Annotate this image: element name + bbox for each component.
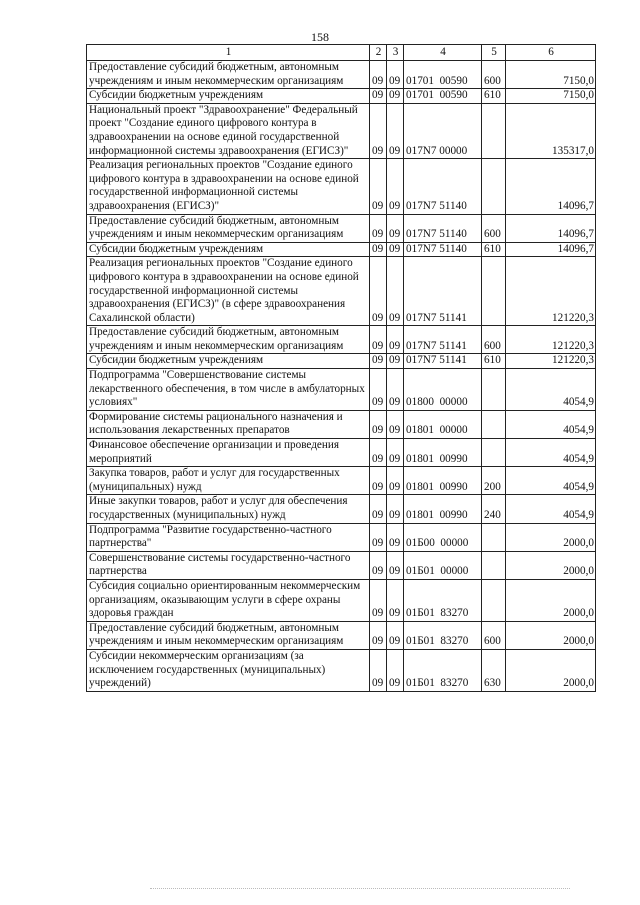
cell-expense-type: 240 xyxy=(482,495,506,523)
table-row xyxy=(87,242,596,257)
cell-subsection: 09 xyxy=(387,467,404,495)
cell-target-article: 017N7 51141 xyxy=(404,354,482,369)
cell-section: 09 xyxy=(370,103,387,158)
cell-section: 09 xyxy=(370,326,387,354)
cell-sum: 2000,0 xyxy=(506,579,596,621)
table-row xyxy=(87,579,596,621)
cell-expense-type: 610 xyxy=(482,242,506,257)
table-row xyxy=(87,495,596,523)
scan-noise-marks xyxy=(150,884,570,889)
cell-section: 09 xyxy=(370,242,387,257)
cell-sum: 7150,0 xyxy=(506,89,596,104)
table-row xyxy=(87,326,596,354)
column-header-subsection: 3 xyxy=(387,45,404,61)
cell-subsection: 09 xyxy=(387,103,404,158)
cell-section: 09 xyxy=(370,621,387,649)
cell-target-article: 01701 00590 xyxy=(404,89,482,104)
cell-section: 09 xyxy=(370,89,387,104)
table-row xyxy=(87,551,596,579)
cell-sum: 121220,3 xyxy=(506,326,596,354)
cell-name: Финансовое обеспечение организации и проведения мероприятий xyxy=(87,439,370,467)
cell-target-article: 01801 00000 xyxy=(404,410,482,438)
cell-section: 09 xyxy=(370,579,387,621)
cell-sum: 2000,0 xyxy=(506,649,596,691)
cell-name: Реализация региональных проектов "Создание единого цифрового контура в здравоохранении на основе единой государственной информационной системы здравоохранения (ЕГИСЗ)" (в сфере здравоохранения Сахалинской области) xyxy=(87,257,370,326)
cell-sum: 2000,0 xyxy=(506,621,596,649)
cell-sum: 4054,9 xyxy=(506,495,596,523)
table-row xyxy=(87,649,596,691)
cell-section: 09 xyxy=(370,369,387,411)
cell-target-article: 017N7 51141 xyxy=(404,326,482,354)
cell-sum: 14096,7 xyxy=(506,214,596,242)
cell-expense-type: 600 xyxy=(482,326,506,354)
column-header-section: 2 xyxy=(370,45,387,61)
cell-subsection: 09 xyxy=(387,621,404,649)
cell-subsection: 09 xyxy=(387,326,404,354)
cell-subsection: 09 xyxy=(387,214,404,242)
cell-subsection: 09 xyxy=(387,551,404,579)
cell-section: 09 xyxy=(370,61,387,89)
cell-target-article: 01800 00000 xyxy=(404,369,482,411)
cell-sum: 121220,3 xyxy=(506,257,596,326)
cell-section: 09 xyxy=(370,523,387,551)
table-row xyxy=(87,89,596,104)
column-header-sum: 6 xyxy=(506,45,596,61)
cell-expense-type: 200 xyxy=(482,467,506,495)
table-row xyxy=(87,257,596,326)
cell-sum: 2000,0 xyxy=(506,551,596,579)
cell-expense-type: 600 xyxy=(482,621,506,649)
cell-sum: 121220,3 xyxy=(506,354,596,369)
cell-sum: 2000,0 xyxy=(506,523,596,551)
cell-target-article: 01Б01 83270 xyxy=(404,621,482,649)
cell-sum: 7150,0 xyxy=(506,61,596,89)
cell-sum: 14096,7 xyxy=(506,242,596,257)
table-row xyxy=(87,369,596,411)
cell-section: 09 xyxy=(370,257,387,326)
cell-sum: 4054,9 xyxy=(506,467,596,495)
cell-target-article: 017N7 51141 xyxy=(404,257,482,326)
cell-subsection: 09 xyxy=(387,649,404,691)
cell-target-article: 01Б01 00000 xyxy=(404,551,482,579)
cell-name: Национальный проект "Здравоохранение" Федеральный проект "Создание единого цифрового контура в здравоохранении на основе единой государственной информационной системы здравоохранения (ЕГИСЗ)" xyxy=(87,103,370,158)
cell-expense-type: 610 xyxy=(482,89,506,104)
cell-expense-type xyxy=(482,551,506,579)
cell-target-article: 01Б01 83270 xyxy=(404,579,482,621)
cell-name: Подпрограмма "Совершенствование системы лекарственного обеспечения, в том числе в амбулаторных условиях" xyxy=(87,369,370,411)
cell-sum: 4054,9 xyxy=(506,439,596,467)
cell-target-article: 01701 00590 xyxy=(404,61,482,89)
cell-name: Субсидии некоммерческим организациям (за исключением государственных (муниципальных) учреждений) xyxy=(87,649,370,691)
cell-expense-type xyxy=(482,410,506,438)
cell-expense-type xyxy=(482,103,506,158)
table-row xyxy=(87,410,596,438)
column-header-target-article: 4 xyxy=(404,45,482,61)
cell-section: 09 xyxy=(370,467,387,495)
cell-name: Субсидия социально ориентированным некоммерческим организациям, оказывающим услуги в сфере охраны здоровья граждан xyxy=(87,579,370,621)
cell-subsection: 09 xyxy=(387,523,404,551)
cell-subsection: 09 xyxy=(387,61,404,89)
cell-section: 09 xyxy=(370,551,387,579)
table-row xyxy=(87,61,596,89)
cell-target-article: 01801 00990 xyxy=(404,467,482,495)
cell-subsection: 09 xyxy=(387,439,404,467)
cell-name: Совершенствование системы государственно-частного партнерства xyxy=(87,551,370,579)
cell-target-article: 01Б00 00000 xyxy=(404,523,482,551)
cell-name: Предоставление субсидий бюджетным, автономным учреждениям и иным некоммерческим организациям xyxy=(87,326,370,354)
cell-expense-type: 630 xyxy=(482,649,506,691)
table-row xyxy=(87,214,596,242)
budget-table xyxy=(86,44,596,692)
table-row xyxy=(87,439,596,467)
table-header-row xyxy=(87,45,596,61)
cell-name: Предоставление субсидий бюджетным, автономным учреждениям и иным некоммерческим организациям xyxy=(87,214,370,242)
cell-name: Субсидии бюджетным учреждениям xyxy=(87,354,370,369)
cell-subsection: 09 xyxy=(387,242,404,257)
cell-target-article: 01801 00990 xyxy=(404,439,482,467)
cell-target-article: 01Б01 83270 xyxy=(404,649,482,691)
cell-section: 09 xyxy=(370,354,387,369)
cell-name: Формирование системы рационального назначения и использования лекарственных препаратов xyxy=(87,410,370,438)
cell-sum: 14096,7 xyxy=(506,159,596,214)
cell-expense-type xyxy=(482,439,506,467)
cell-name: Субсидии бюджетным учреждениям xyxy=(87,242,370,257)
cell-expense-type: 610 xyxy=(482,354,506,369)
cell-target-article: 017N7 51140 xyxy=(404,159,482,214)
cell-target-article: 017N7 51140 xyxy=(404,242,482,257)
cell-name: Закупка товаров, работ и услуг для государственных (муниципальных) нужд xyxy=(87,467,370,495)
cell-expense-type xyxy=(482,523,506,551)
cell-target-article: 01801 00990 xyxy=(404,495,482,523)
cell-section: 09 xyxy=(370,649,387,691)
cell-subsection: 09 xyxy=(387,579,404,621)
cell-section: 09 xyxy=(370,439,387,467)
table-row xyxy=(87,621,596,649)
page-number: 158 xyxy=(311,30,329,44)
table-row xyxy=(87,354,596,369)
cell-expense-type xyxy=(482,257,506,326)
cell-name: Субсидии бюджетным учреждениям xyxy=(87,89,370,104)
table-row xyxy=(87,523,596,551)
cell-name: Подпрограмма "Развитие государственно-частного партнерства" xyxy=(87,523,370,551)
cell-sum: 4054,9 xyxy=(506,369,596,411)
cell-target-article: 017N7 00000 xyxy=(404,103,482,158)
column-header-expense-type: 5 xyxy=(482,45,506,61)
cell-expense-type: 600 xyxy=(482,214,506,242)
cell-sum: 135317,0 xyxy=(506,103,596,158)
cell-section: 09 xyxy=(370,495,387,523)
cell-expense-type xyxy=(482,159,506,214)
cell-subsection: 09 xyxy=(387,495,404,523)
cell-subsection: 09 xyxy=(387,159,404,214)
cell-expense-type xyxy=(482,369,506,411)
cell-target-article: 017N7 51140 xyxy=(404,214,482,242)
cell-name: Предоставление субсидий бюджетным, автономным учреждениям и иным некоммерческим организациям xyxy=(87,621,370,649)
cell-sum: 4054,9 xyxy=(506,410,596,438)
column-header-name: 1 xyxy=(87,45,370,61)
cell-subsection: 09 xyxy=(387,89,404,104)
cell-subsection: 09 xyxy=(387,257,404,326)
cell-subsection: 09 xyxy=(387,354,404,369)
cell-expense-type xyxy=(482,579,506,621)
cell-name: Предоставление субсидий бюджетным, автономным учреждениям и иным некоммерческим организациям xyxy=(87,61,370,89)
cell-subsection: 09 xyxy=(387,410,404,438)
cell-expense-type: 600 xyxy=(482,61,506,89)
table-row xyxy=(87,103,596,158)
cell-subsection: 09 xyxy=(387,369,404,411)
cell-section: 09 xyxy=(370,410,387,438)
cell-section: 09 xyxy=(370,159,387,214)
cell-name: Иные закупки товаров, работ и услуг для обеспечения государственных (муниципальных) нужд xyxy=(87,495,370,523)
cell-name: Реализация региональных проектов "Создание единого цифрового контура в здравоохранении на основе единой государственной информационной системы здравоохранения (ЕГИСЗ)" xyxy=(87,159,370,214)
table-row xyxy=(87,467,596,495)
table-row xyxy=(87,159,596,214)
cell-section: 09 xyxy=(370,214,387,242)
